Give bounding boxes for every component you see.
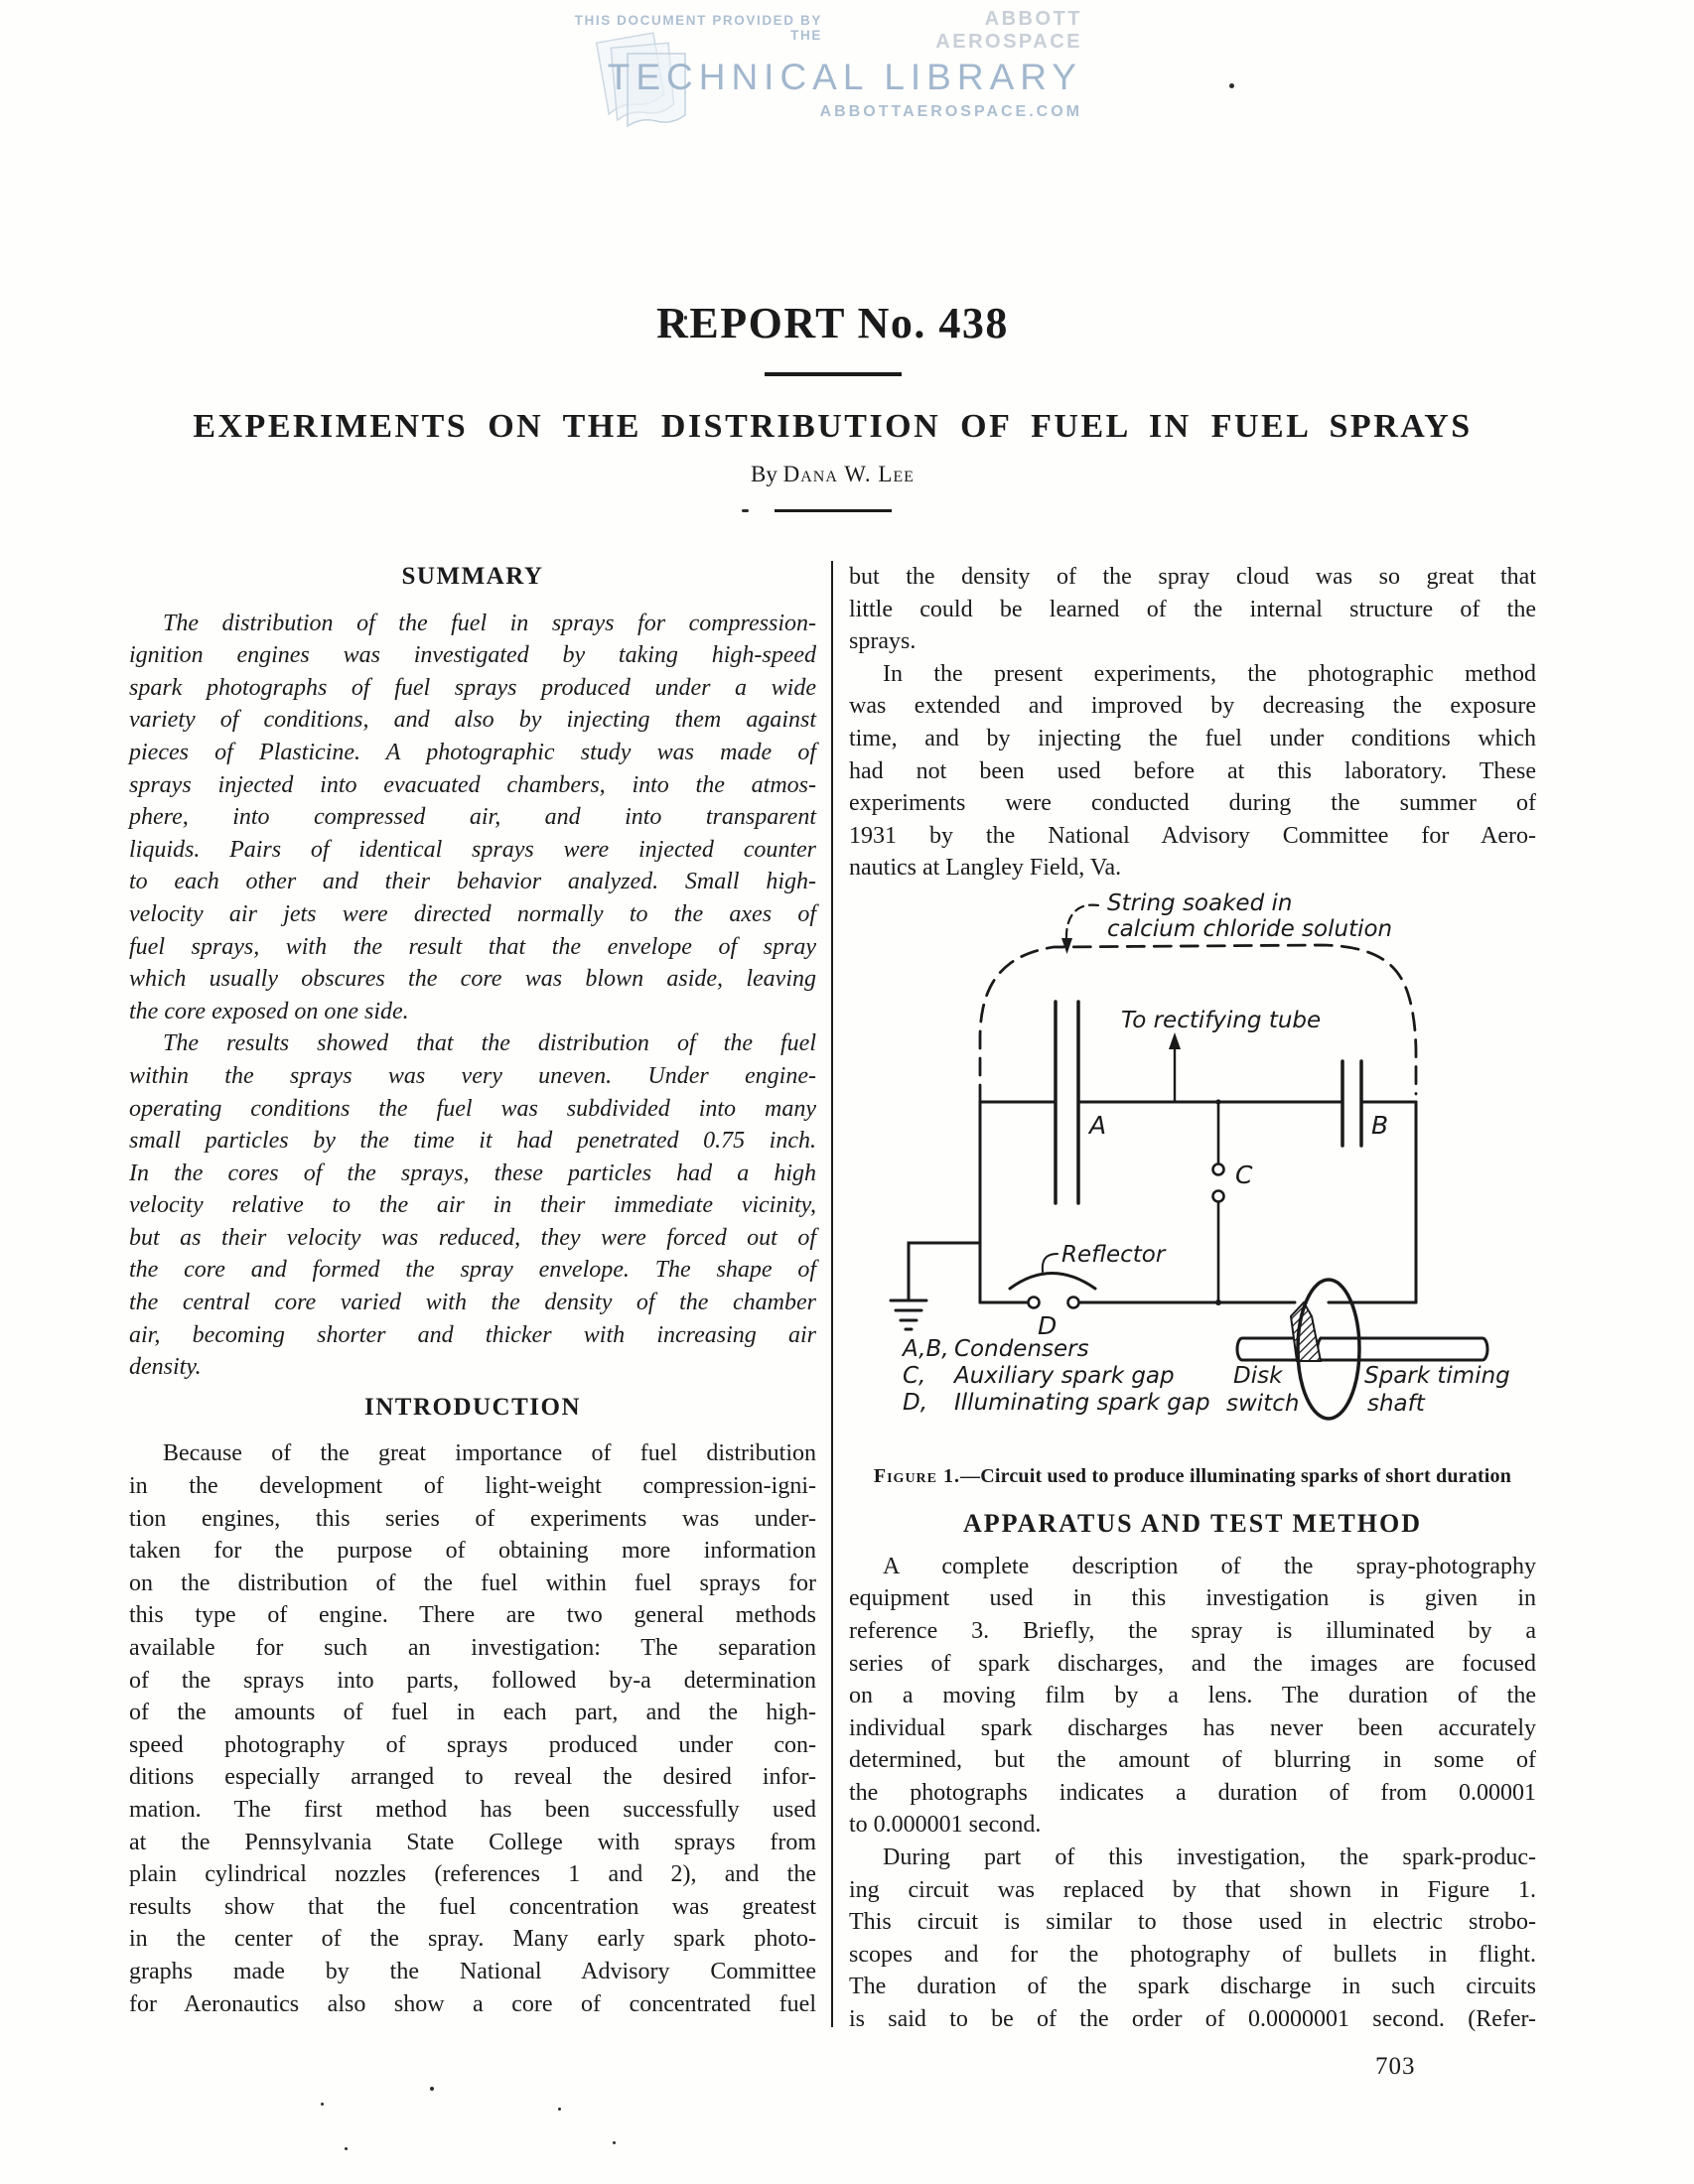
disk-switch-label-line1: Disk [1233, 1362, 1283, 1389]
apparatus-paragraph-2: During part of this investigation, the spark-produc- ing circuit was replaced by that shown in Figure 1. This circuit is similar to those used in electric strobo- scopes and for the photography of bullets in flight. The duration of the spark discharge in such circuits is said to be of the order of 0.0000001 second. (Refer- [849, 1844, 1536, 2033]
summary-paragraph-1: The distribution of the fuel in sprays for compression- ignition engines was investigated by taking high-speed spark photographs of fuel sprays produced under a wide variety of conditions, and also by injecting them against pieces of Plasticine. A photographic study was made of sprays injected into evacuated chambers, into the atmos- phere, into compressed air, and into transparent liquids. Pairs of identical sprays were injected counter to each other and their behavior analyzed. Small high- velocity air jets were directed normally to the axes of fuel sprays, with the result that the envelope of spray which usually obscures the core was blown aside, leaving the core exposed on one side. [129, 610, 816, 1024]
disk-switch-label-line2: switch [1226, 1390, 1300, 1417]
gap-d-label: D [1038, 1310, 1058, 1340]
byline-author: Dana W. Lee [782, 462, 915, 486]
ground-branch [909, 1243, 980, 1300]
scan-speck [430, 2087, 434, 2091]
condenser-a-label: A [1089, 1110, 1107, 1140]
legend-d-text: Illuminating spark gap [954, 1389, 1210, 1416]
body-paragraph-2: In the present experiments, the photographic method was extended and improved by decreasing the exposure time, and by injecting the fuel under conditions which had not been used before at this laboratory. These experiments were conducted during the summer of 1931 by the National Advisory Committee for Aero- nautics at Langley Field, Va. [849, 660, 1536, 882]
string-label-line1: String soaked in [1107, 889, 1293, 916]
left-column [129, 561, 816, 2020]
page-number: 703 [1375, 2053, 1416, 2080]
figure-caption-label: Figure 1. [873, 1464, 961, 1487]
paper-title: EXPERIMENTS ON THE DISTRIBUTION OF FUEL IN FUEL SPRAYS [193, 408, 1473, 445]
watermark-brand: ABBOTT AEROSPACE [935, 8, 1082, 53]
title-rule [765, 372, 902, 376]
rectifying-tube-label: To rectifying tube [1121, 1007, 1322, 1033]
column-divider [831, 561, 833, 2027]
masthead [129, 0, 1536, 512]
scan-speck [613, 2141, 616, 2144]
apparatus-paragraph-1: A complete description of the spray-photography equipment used in this investigation is given in reference 3. Briefly, the spray is illuminated by a series of spark discharges, and the images are focused on a moving film by a lens. The duration of the individual spark discharges has never been accurately determined, but the amount of blurring in some of the photographs indicates a duration of from 0.00001 to 0.000001 second. [849, 1553, 1536, 1839]
legend-d-label: D, [903, 1389, 928, 1416]
right-column [849, 561, 1536, 2036]
reflector-leader [1043, 1254, 1058, 1272]
introduction-paragraph: Because of the great importance of fuel distribution in the development of light-weight compression-igni- tion engines, this series of experiments was under- taken for the purpose of obtaining more information on the distribution of the fuel within fuel sprays for this type of engine. There are two general methods available for such an investigation: The separation of the sprays into parts, followed by-a determination of the amounts of fuel in each part, and the high- speed photography of sprays produced under con- ditions especially arranged to reveal the desired infor- mation. The first method has been successfully used at the Pennsylvania State College with sprays from plain cylindrical nozzles (references 1 and 2), and the results show that the fuel concentration was greatest in the center of the spray. Many early spark photo- graphs made by the National Advisory Committee for Aeronautics also show a core of concentrated fuel [129, 1440, 816, 2017]
byline-prefix: By [751, 462, 777, 486]
legend-ab-label: A,B, [903, 1335, 949, 1362]
gap-d-ball-left [1029, 1297, 1040, 1307]
summary-paragraph-2: The results showed that the distribution of the fuel within the sprays was very uneven. Under engine- operating conditions the fuel was subdivided into many small particles by the time it had penetrated 0.75 inch. In the cores of the sprays, these particles had a high velocity relative to the air in their immediate vicinity, but as their velocity was reduced, they were forced out of the core and formed the spray envelope. The shape of the central core varied with the density of the chamber air, becoming shorter and thicker with increasing air density. [129, 1030, 816, 1381]
legend-c-label: C, [903, 1362, 926, 1389]
spark-timing-label-line2: shaft [1367, 1390, 1425, 1417]
condenser-a-plates [1056, 1002, 1078, 1203]
figure-caption-text: —Circuit used to produce illuminating sparks of short duration [960, 1464, 1512, 1487]
string-label-leader [1066, 905, 1098, 940]
figure-caption [849, 1460, 1536, 1493]
report-number: REPORT No. 438 [656, 299, 1009, 347]
rectifier-arrowhead [1169, 1032, 1181, 1049]
introduction-heading: INTRODUCTION [363, 1393, 582, 1421]
reflector-arc [1010, 1273, 1095, 1289]
condenser-b-plates [1342, 1061, 1361, 1146]
body-paragraph-continued: but the density of the spray cloud was so great that little could be learned of the internal structure of the sprays. [849, 564, 1536, 655]
gap-c-ball-top [1213, 1163, 1224, 1174]
legend-ab-text: Condensers [954, 1335, 1089, 1362]
gap-c-label: C [1235, 1160, 1253, 1189]
scan-speck [321, 2103, 324, 2106]
spark-timing-label-line1: Spark timing [1364, 1362, 1510, 1389]
junction-dot-top [1215, 1099, 1220, 1104]
watermark-provided-by: THIS DOCUMENT PROVIDED BY THE [574, 13, 822, 43]
byline [129, 462, 1536, 487]
gap-d-ball-right [1068, 1297, 1079, 1307]
disk-contact-wedge [1291, 1302, 1321, 1361]
summary-heading: SUMMARY [401, 563, 544, 590]
scan-speck [558, 2108, 561, 2111]
figure-1 [887, 888, 1536, 1454]
watermark-url: ABBOTTAEROSPACE.COM [819, 103, 1082, 120]
ground-symbol [891, 1300, 926, 1329]
reflector-label: Reflector [1061, 1241, 1166, 1268]
string-label-line2: calcium chloride solution [1107, 915, 1393, 942]
watermark-title: TECHNICAL LIBRARY [607, 57, 1082, 97]
byline-rule [775, 509, 892, 512]
gap-c-ball-bottom [1213, 1190, 1224, 1201]
apparatus-heading: APPARATUS AND TEST METHOD [963, 1509, 1422, 1539]
circuit-diagram [887, 888, 1532, 1444]
legend-c-text: Auxiliary spark gap [954, 1362, 1175, 1389]
scan-speck [345, 2147, 348, 2150]
shaft-right [1318, 1338, 1487, 1360]
condenser-b-label: B [1371, 1110, 1389, 1140]
